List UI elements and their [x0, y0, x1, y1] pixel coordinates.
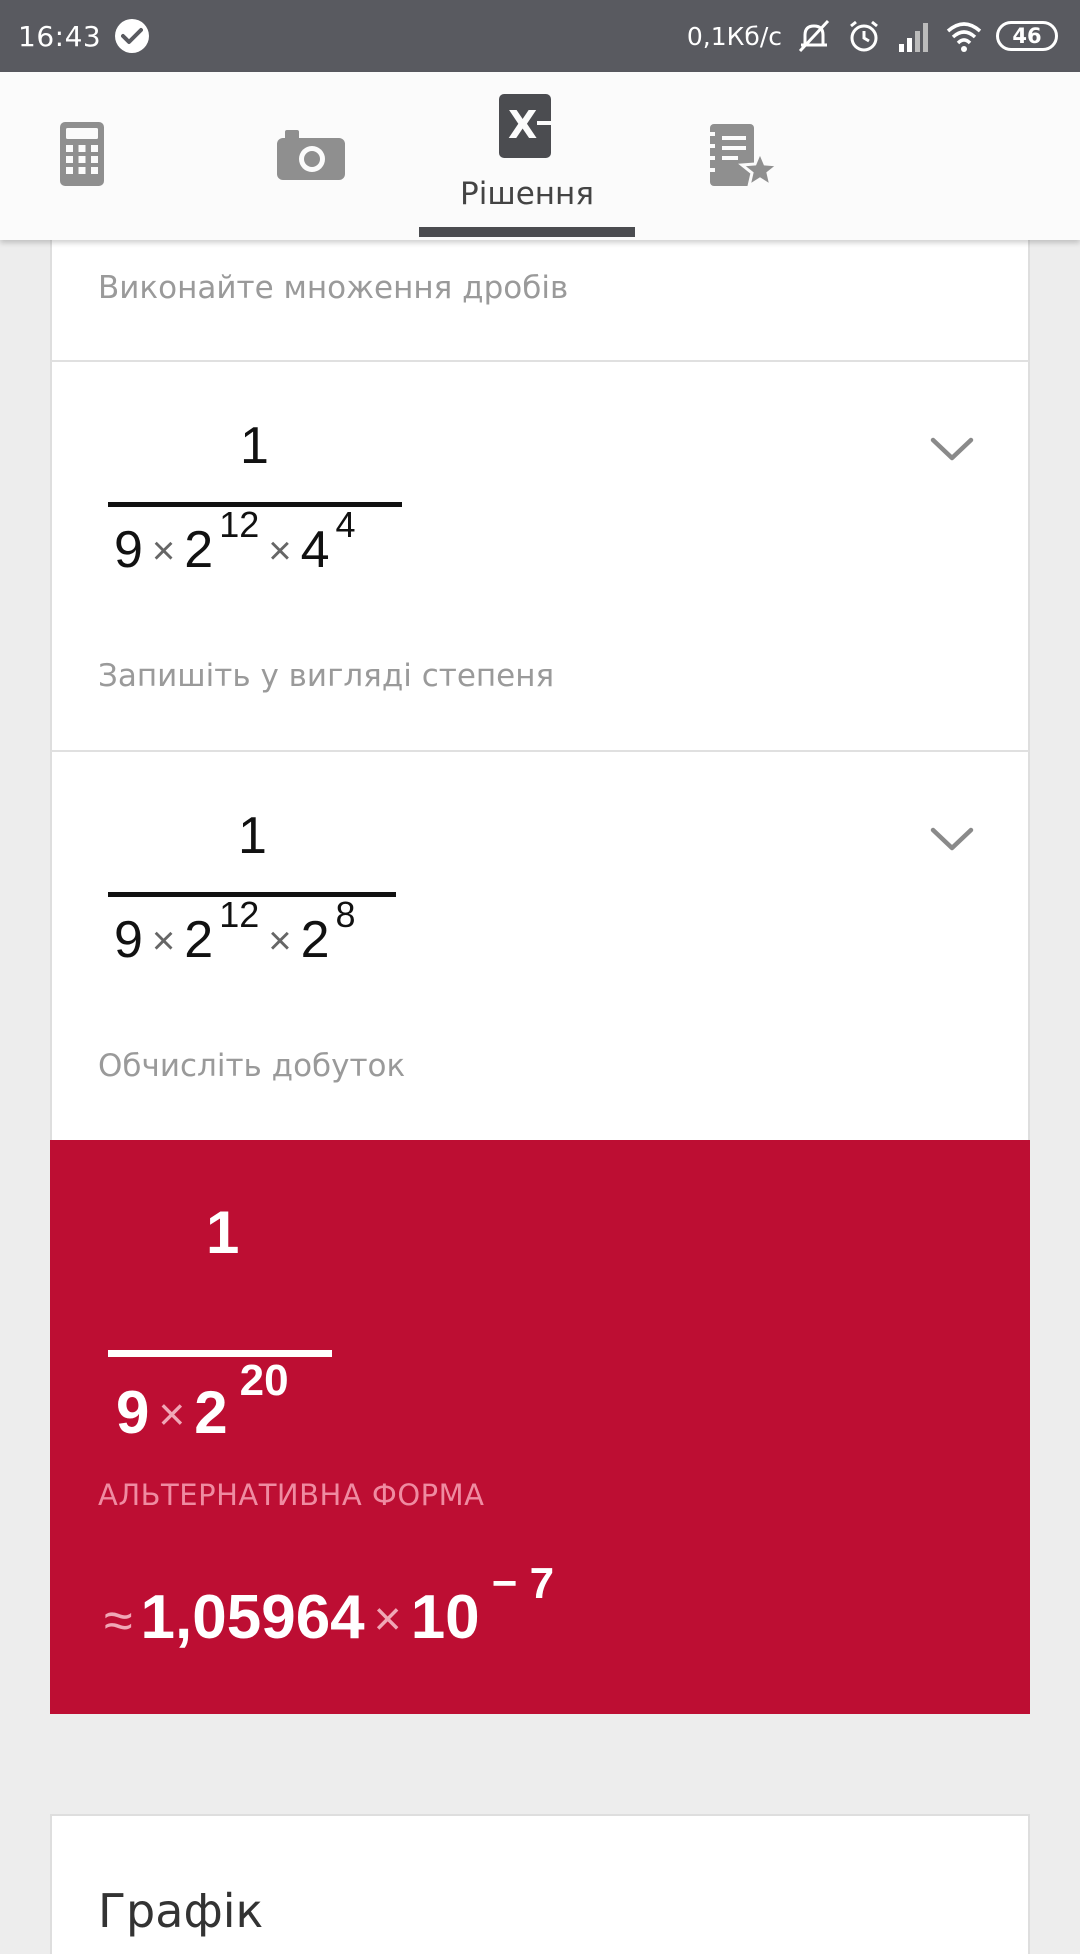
battery-indicator: 46	[996, 21, 1058, 51]
solution-icon	[499, 94, 563, 160]
exponent: − 7	[491, 1559, 555, 1608]
den-term: 9	[114, 911, 143, 969]
camera-icon	[277, 128, 345, 180]
den-term: 9	[116, 1379, 150, 1446]
result-numerator: 1	[206, 1199, 240, 1266]
alarm-off-icon	[796, 18, 832, 54]
fraction-bar	[108, 1350, 332, 1357]
times-operator: ×	[151, 919, 176, 963]
den-term: 2	[194, 1379, 228, 1446]
step-card-2[interactable]	[50, 752, 1030, 1140]
tab-solution-label: Рішення	[460, 176, 594, 212]
step2-numerator: 1	[238, 807, 267, 865]
times-operator: ×	[373, 1593, 402, 1646]
tab-camera[interactable]	[265, 72, 355, 240]
network-speed: 0,1Кб/с	[686, 21, 782, 51]
step-hint: Обчисліть добуток	[98, 1048, 406, 1084]
times-operator: ×	[158, 1388, 186, 1440]
times-operator: ×	[151, 529, 176, 573]
saved-problems-icon	[710, 122, 780, 190]
step-hint-multiply: Виконайте множення дробів	[98, 270, 569, 306]
active-tab-indicator	[419, 227, 635, 237]
tab-saved-problems[interactable]	[700, 72, 790, 240]
step1-numerator: 1	[240, 417, 269, 475]
chevron-down-icon[interactable]	[930, 826, 974, 852]
status-time: 16:43	[18, 19, 102, 53]
graph-title: Графік	[98, 1884, 264, 1938]
step-card-1[interactable]	[50, 362, 1030, 752]
result-denominator	[116, 1356, 289, 1447]
status-bar	[0, 0, 1080, 72]
den-term: 2	[184, 521, 214, 579]
alternative-form-label: АЛЬТЕРНАТИВНА ФОРМА	[98, 1478, 485, 1512]
tab-calculator[interactable]	[40, 72, 130, 240]
step2-denominator	[114, 894, 356, 970]
exponent: 12	[219, 894, 260, 935]
times-operator: ×	[268, 919, 292, 963]
step1-denominator	[114, 504, 356, 580]
den-term: 2	[184, 911, 214, 969]
exponent: 12	[219, 504, 260, 545]
mantissa: 1,05964	[140, 1583, 365, 1652]
approx-symbol: ≈	[104, 1592, 133, 1650]
tab-bar	[0, 72, 1080, 240]
approximate-value	[104, 1559, 555, 1653]
signal-icon	[896, 18, 932, 54]
exponent: 20	[239, 1356, 289, 1405]
svg-text:X: X	[508, 103, 538, 147]
result-card	[50, 1140, 1030, 1714]
den-term: 2	[300, 911, 330, 969]
tab-solution[interactable]	[419, 72, 635, 240]
chevron-down-icon[interactable]	[930, 436, 974, 462]
calculator-icon	[60, 122, 104, 186]
times-operator: ×	[268, 529, 292, 573]
exponent: 4	[335, 504, 356, 545]
alarm-icon	[846, 18, 882, 54]
den-term: 9	[114, 521, 143, 579]
den-term: 4	[300, 521, 330, 579]
base: 10	[410, 1583, 480, 1652]
graph-card[interactable]	[50, 1814, 1030, 1954]
check-circle-icon	[115, 19, 149, 53]
step-hint: Запишіть у вигляді степеня	[98, 658, 555, 694]
exponent: 8	[335, 894, 356, 935]
wifi-icon	[946, 18, 982, 54]
step-card-previous	[50, 236, 1030, 362]
